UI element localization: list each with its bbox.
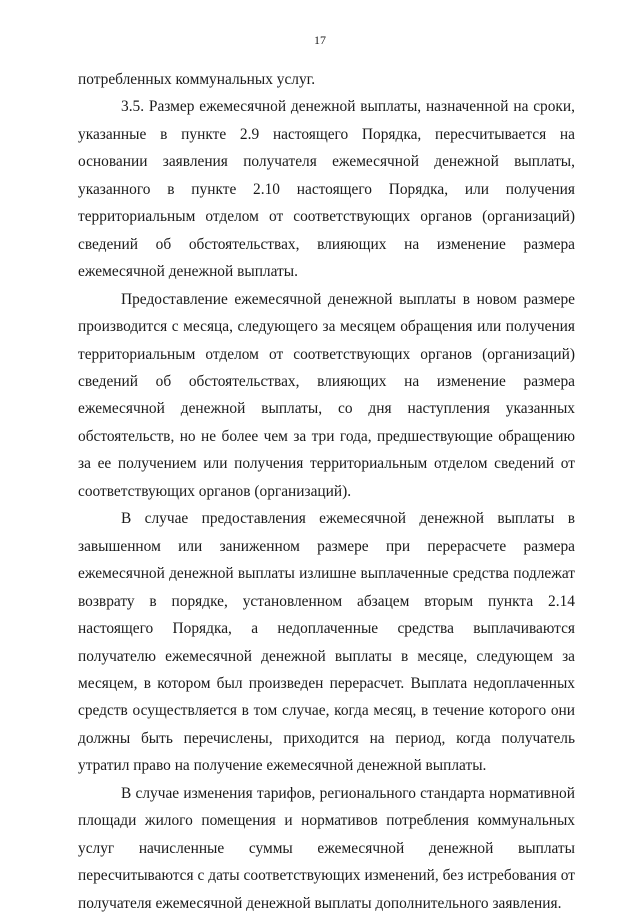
paragraph-continuation: потребленных коммунальных услуг. bbox=[78, 71, 316, 88]
paragraph-tariff-change: В случае изменения тарифов, регионального стандарта нормативной площади жилого помещения и нормативов потребления коммунальных услуг начисленные суммы ежемесячной денежной выплаты пересчитываются с даты соответствующих изменений, без истребования от получателя ежемесячной денежной выплаты дополнительного заявления. bbox=[78, 784, 575, 912]
paragraph-new-amount: Предоставление ежемесячной денежной выплаты в новом размере производится с месяца, следующего за месяцем обращения или получения территориальным отделом от соответствующих органов (организаций) сведений об обстоятельствах, влияющих на изменение размера ежемесячной денежной выплаты, со дня наступления указанных обстоятельств, но не более чем за три года, предшествующие обращению за ее получением или получения территориальным отделом сведений от соответствующих органов (организаций). bbox=[78, 290, 575, 500]
paragraph-overpayment: В случае предоставления ежемесячной денежной выплаты в завышенном или заниженном размере при перерасчете размера ежемесячной денежной выплаты излишне выплаченные средства подлежат возврату в порядке, установленном абзацем вторым пункта 2.14 настоящего Порядка, а недоплаченные средства выплачиваются получателю ежемесячной денежной выплаты в месяце, следующем за месяцем, в котором был произведен перерасчет. Выплата недоплаченных средств осуществляется в том случае, когда месяц, в течение которого они должны быть перечислены, приходится на период, когда получатель утратил право на получение ежемесячной денежной выплаты. bbox=[78, 510, 575, 775]
page-number: 17 bbox=[314, 33, 326, 47]
document-body bbox=[78, 66, 575, 917]
paragraph-clause-3-5: 3.5. Размер ежемесячной денежной выплаты, назначенной на сроки, указанные в пункте 2.9 настоящего Порядка, пересчитывается на основании заявления получателя ежемесячной денежной выплаты, указанного в пункте 2.10 настоящего Порядка, или получения территориальным отделом от соответствующих органов (организаций) сведений об обстоятельствах, влияющих на изменение размера ежемесячной денежной выплаты. bbox=[78, 98, 575, 281]
